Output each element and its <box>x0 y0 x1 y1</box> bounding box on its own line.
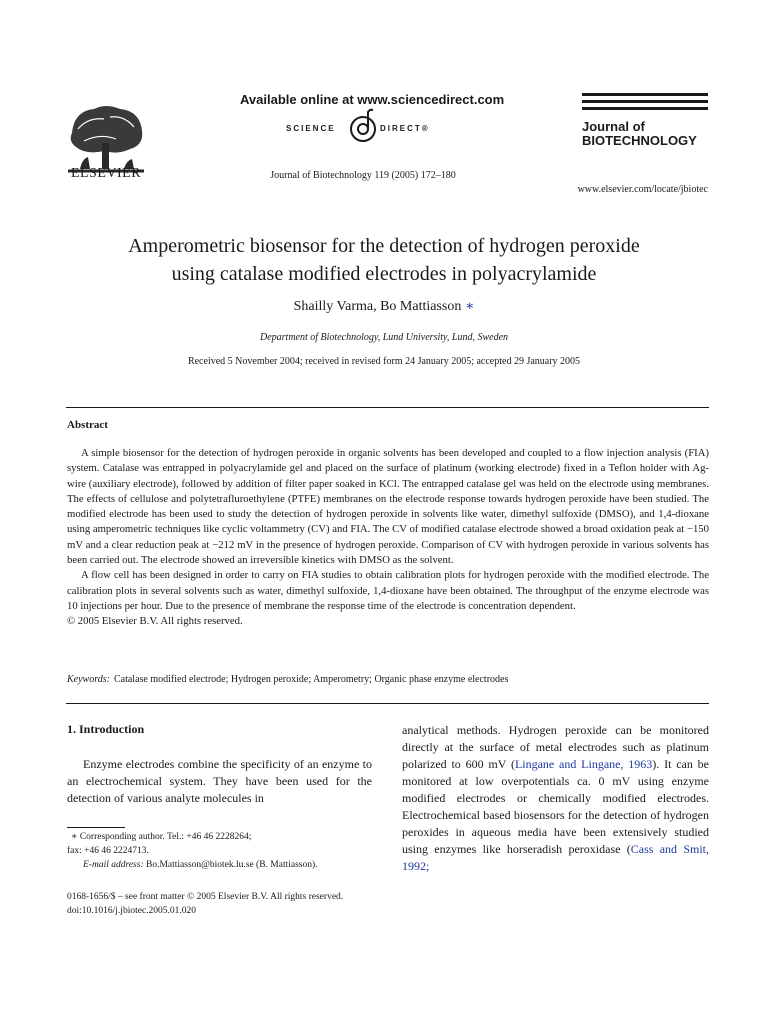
affiliation: Department of Biotechnology, Lund University, Lund, Sweden <box>259 332 509 343</box>
publisher-name: ELSEVIER <box>70 166 142 181</box>
journal-citation: Journal of Biotechnology 119 (2005) 172–180 <box>270 170 456 181</box>
corresponding-author-mark[interactable]: ∗ <box>464 299 475 314</box>
abstract-bottom-rule <box>66 703 709 704</box>
journal-name-line2: BIOTECHNOLOGY <box>582 133 697 148</box>
footnotes <box>67 830 372 872</box>
intro-paragraph-continued <box>402 722 709 875</box>
title-line-1: Amperometric biosensor for the detection of hydrogen peroxide <box>128 235 640 257</box>
available-online-text: Available online at www.sciencedirect.com <box>240 92 505 107</box>
footnote-corresponding: ∗ Corresponding author. Tel.: +46 46 2228264; <box>71 832 252 842</box>
footnote-email-label: E-mail address: <box>83 860 144 870</box>
journal-logo <box>582 120 697 148</box>
sciencedirect-logo-right: DIRECT® <box>380 124 430 133</box>
article-title <box>60 232 708 288</box>
title-line-2: using catalase modified electrodes in polyacrylamide <box>171 263 597 285</box>
doi[interactable]: doi:10.1016/j.jbiotec.2005.01.020 <box>67 906 197 916</box>
sciencedirect-at-icon <box>348 108 378 146</box>
abstract-paragraph-1: A simple biosensor for the detection of hydrogen peroxide in organic solvents has been developed and coupled to a flow injection analysis (FIA) system. Catalase was entrapped in polyacrylamide gel and placed on the surface of platinum (working electrode) fixed in a Teflon holder with Ag-wire (auxiliary electrode), followed by addition of filter paper soaked in KCl. The entrapped catalase gel was held on the electrode using membranes. The effects of cellulose and polytetrafluroethylene (PTFE) membranes on the electrode response towards hydrogen peroxide have been studied. The modified electrode has been used to study the detection of hydrogen peroxide in solvents like water, dimethyl sulfoxide (DMSO), and 1,4-dioxane using amperometric techniques like cyclic voltammetry (CV) and FIA. The CV of modified catalase electrode showed a broad oxidation peak at −150 mV and a clear reduction peak at −212 mV in the presence of hydrogen peroxide. Comparison of CV with hydrogen peroxide in various solvents has been carried out. The electrode showed an irreversible kinetics with DMSO as the solvent. <box>67 447 709 567</box>
journal-name-line1: Journal of <box>582 119 645 134</box>
abstract-body <box>67 446 709 630</box>
intro-text-b: ). It can be monitored at low overpotentials ca. 0 mV using enzyme modified electrodes or chemically modified electrodes. Electrochemical based biosensors for the detection of hydrogen peroxides in aqueous media have been extensively studied using enzymes like horseradish peroxidase ( <box>402 757 709 856</box>
left-column-text <box>67 756 372 807</box>
journal-logo-bars <box>582 93 708 114</box>
keywords-list: Catalase modified electrode; Hydrogen peroxide; Amperometry; Organic phase enzyme electrodes <box>113 674 509 685</box>
journal-url[interactable]: www.elsevier.com/locate/jbiotec <box>577 184 708 195</box>
sciencedirect-logo-left: SCIENCE <box>286 124 336 133</box>
right-column-text <box>402 722 709 875</box>
received-dates: Received 5 November 2004; received in revised form 24 January 2005; accepted 29 January 2005 <box>187 356 581 367</box>
abstract-top-rule <box>66 407 709 408</box>
footnote-email[interactable]: Bo.Mattiasson@biotek.lu.se (B. Mattiasson). <box>145 860 318 870</box>
abstract-copyright: © 2005 Elsevier B.V. All rights reserved. <box>67 615 243 628</box>
authors: Shailly Varma, Bo Mattiasson <box>293 299 462 314</box>
abstract-heading: Abstract <box>67 419 108 431</box>
author-list <box>60 298 708 315</box>
front-matter-line: 0168-1656/$ – see front matter © 2005 Elsevier B.V. All rights reserved. <box>67 892 344 902</box>
footnote-fax: fax: +46 46 2224713. <box>67 846 149 856</box>
section-heading-introduction: 1. Introduction <box>67 722 145 736</box>
reference-link-cass[interactable]: Cass and Smit, 1992; <box>402 842 710 873</box>
footnote-rule <box>67 827 125 828</box>
front-matter <box>67 890 407 918</box>
keywords <box>67 674 709 685</box>
intro-paragraph-1: Enzyme electrodes combine the specificity of an enzyme to an electrochemical system. They have been used for the detection of various analyte molecules in <box>67 757 372 805</box>
keywords-label: Keywords: <box>67 674 110 685</box>
intro-text-a: analytical methods. Hydrogen peroxide can be monitored directly at the surface of metal electrodes such as platinum polarized to 600 mV ( <box>402 723 709 771</box>
reference-link-lingane[interactable]: Lingane and Lingane, 1963 <box>514 757 653 771</box>
abstract-paragraph-2: A flow cell has been designed in order to carry on FIA studies to obtain calibration plots for hydrogen peroxide with the modified electrode. The calibration plots in several solvents such as water, dimethyl sulfoxide, 1,4-dioxane have been obtained. The throughput of the enzyme electrode was 10 injections per hour. Due to the presence of membrane the response time of the electrode is concentration dependent. <box>67 569 709 612</box>
